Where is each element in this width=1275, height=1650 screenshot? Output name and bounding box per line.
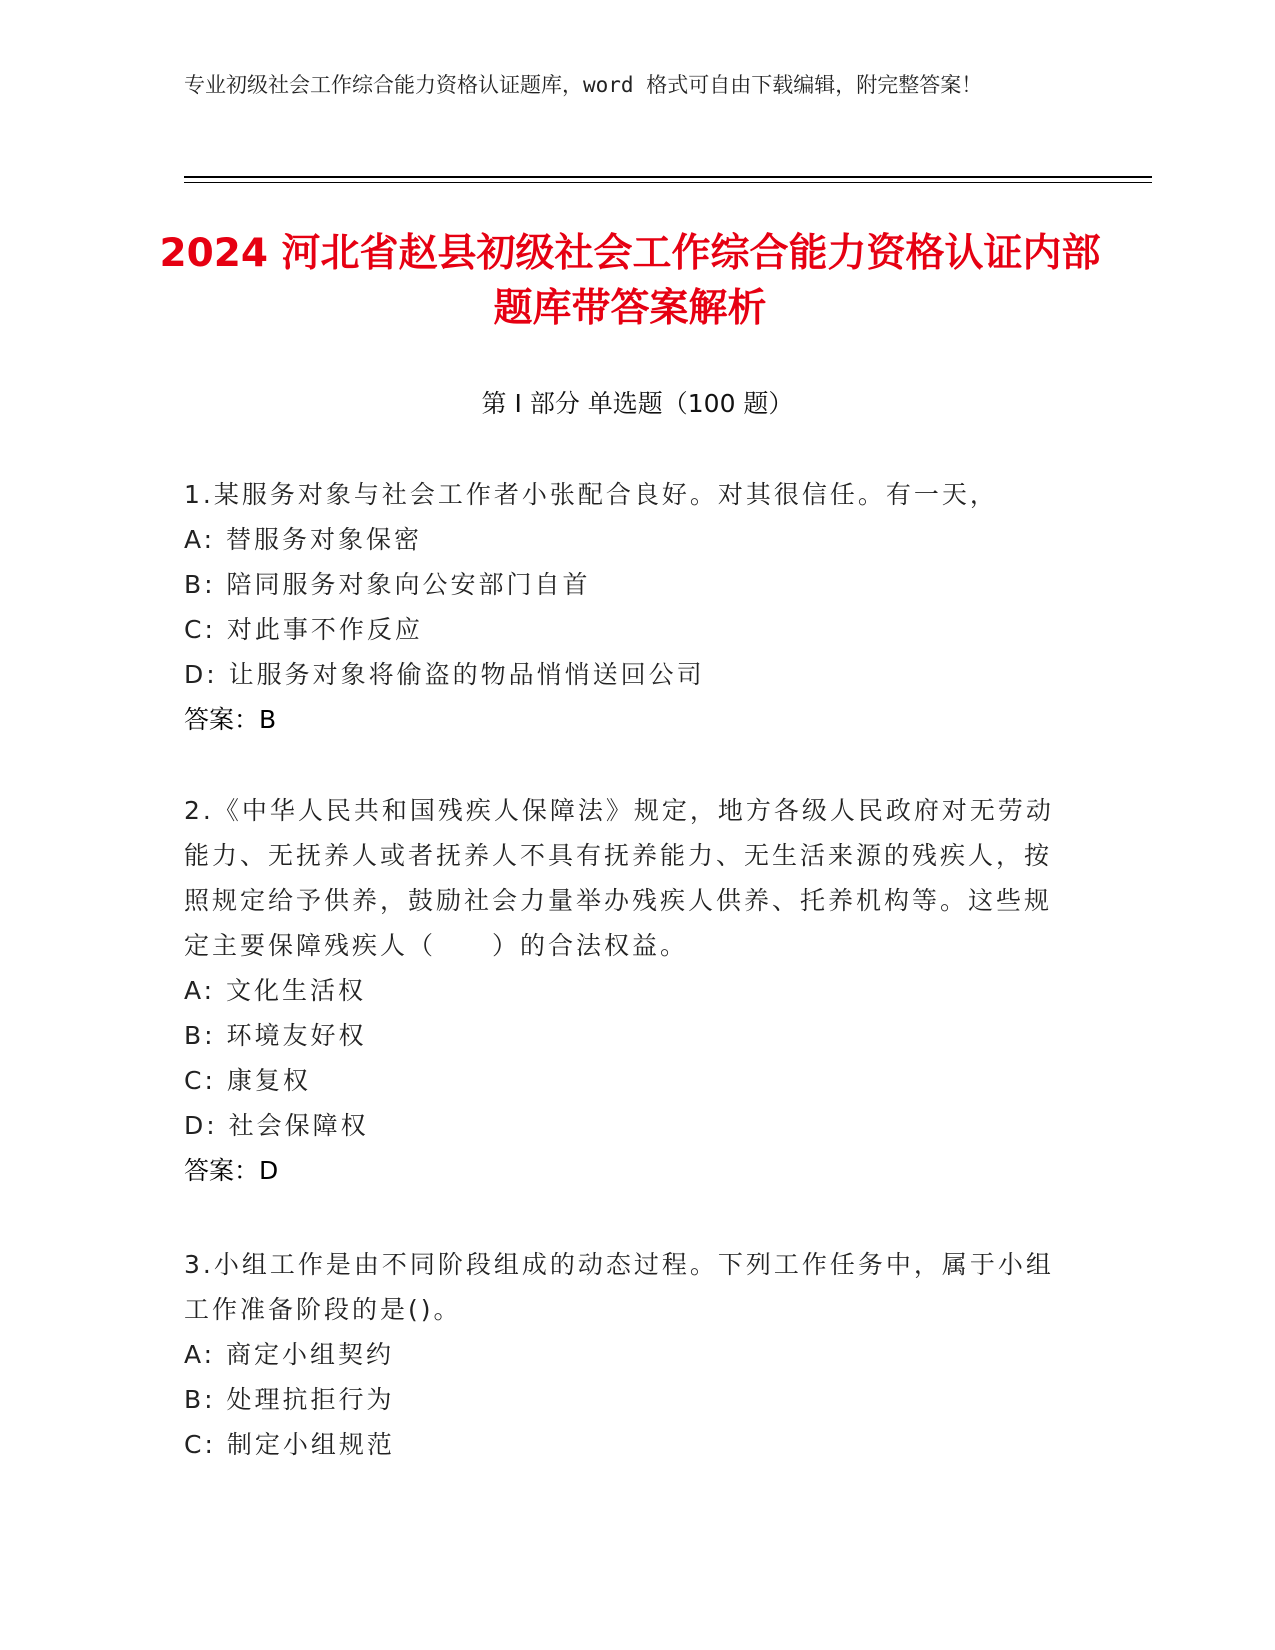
- option-a: A: 文化生活权: [184, 976, 367, 1005]
- option-b: B: 处理抗拒行为: [184, 1385, 395, 1414]
- question-stem: 2.《中华人民共和国残疾人保障法》规定，地方各级人民政府对无劳动能力、无抚养人或者抚养人不具有抚养能力、无生活来源的残疾人，按照规定给予供养，鼓励社会力量举办残疾人供养、托养机构等。这些规定主要保障残疾人（ ）的合法权益。: [184, 796, 1054, 960]
- answer-line: 答案：D: [184, 1156, 279, 1185]
- option-c: C: 制定小组规范: [184, 1430, 395, 1459]
- question-stem: 1.某服务对象与社会工作者小张配合良好。对其很信任。有一天，: [184, 480, 998, 509]
- question-stem: 3.小组工作是由不同阶段组成的动态过程。下列工作任务中，属于小组工作准备阶段的是()。: [184, 1250, 1054, 1324]
- option-b: B: 环境友好权: [184, 1021, 367, 1050]
- option-a: A: 替服务对象保密: [184, 525, 423, 554]
- header-divider: [184, 176, 1152, 178]
- document-title: 2024 河北省赵县初级社会工作综合能力资格认证内部题库带答案解析: [159, 231, 1101, 331]
- section-heading: 第 I 部分 单选题（100 题）: [481, 389, 794, 418]
- header-divider-thin: [184, 182, 1152, 183]
- question-3: [184, 1242, 1064, 1467]
- option-d: D: 让服务对象将偷盗的物品悄悄送回公司: [184, 660, 705, 689]
- question-2: [184, 788, 1064, 1193]
- option-c: C: 对此事不作反应: [184, 615, 423, 644]
- option-c: C: 康复权: [184, 1066, 311, 1095]
- header-note: 专业初级社会工作综合能力资格认证题库，word 格式可自由下载编辑，附完整答案！: [184, 73, 983, 97]
- option-b: B: 陪同服务对象向公安部门自首: [184, 570, 591, 599]
- question-1: [184, 472, 1064, 742]
- option-a: A: 商定小组契约: [184, 1340, 395, 1369]
- answer-line: 答案：B: [184, 705, 277, 734]
- option-d: D: 社会保障权: [184, 1111, 369, 1140]
